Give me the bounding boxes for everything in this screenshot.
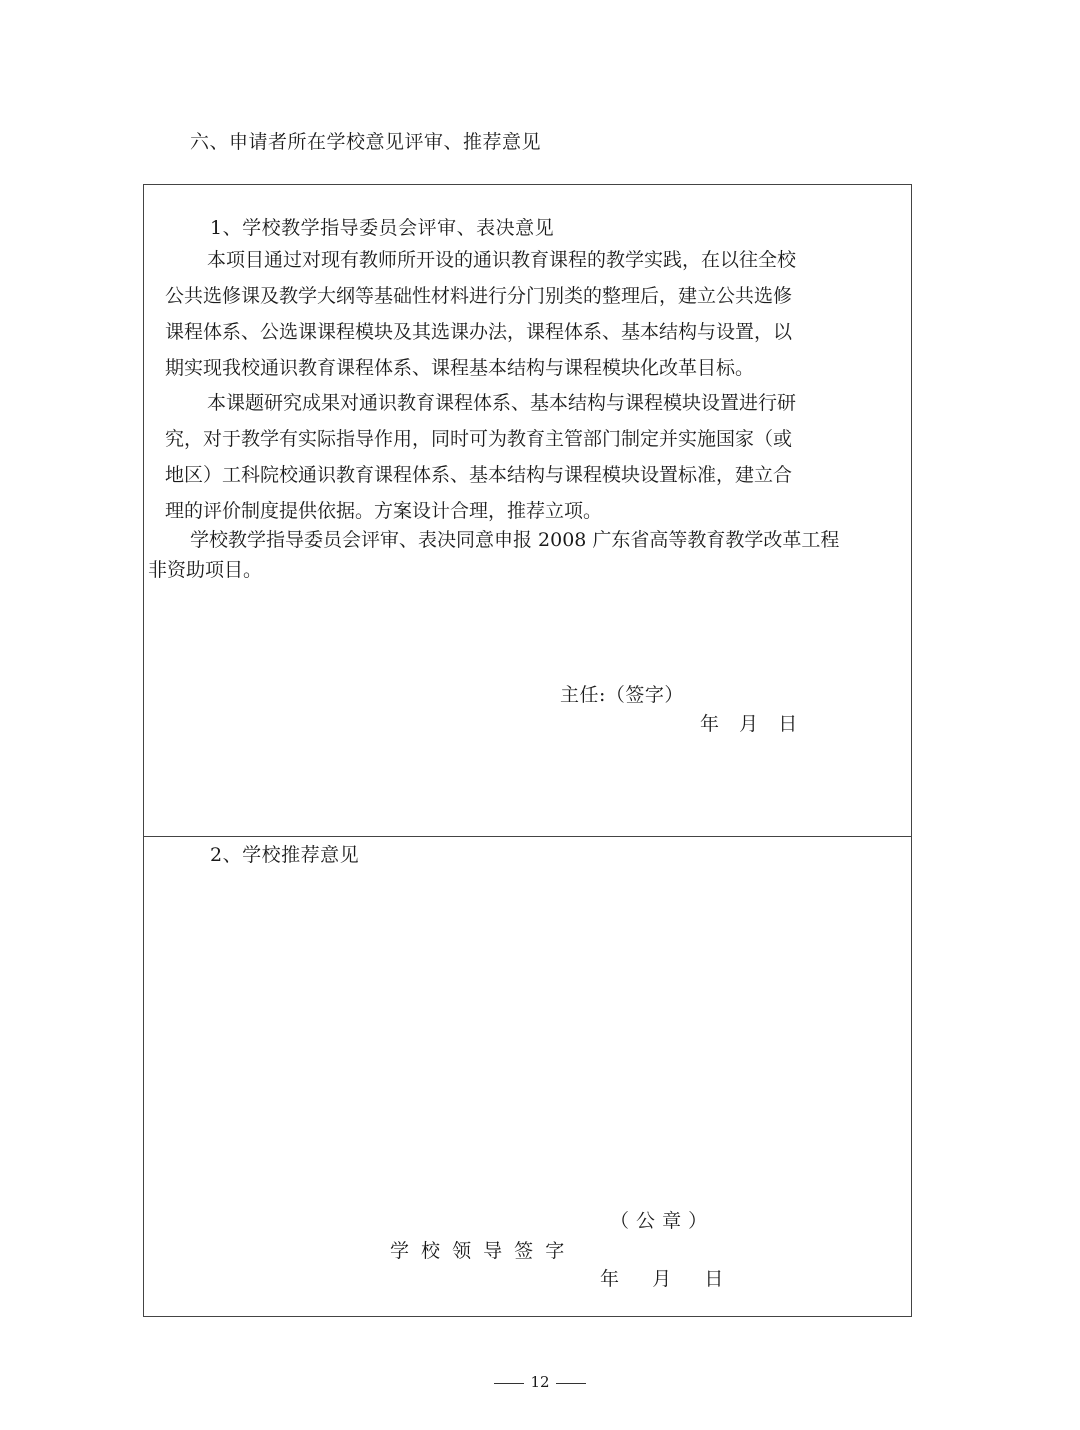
director-signature-label: 主任:（签字） — [560, 684, 684, 706]
official-seal-label: （ 公 章 ） — [610, 1210, 708, 1232]
paragraph-line: 非资助项目。 — [148, 559, 263, 581]
paragraph-line: 学校教学指导委员会评审、表决同意申报 2008 广东省高等教育教学改革工程 — [190, 529, 840, 551]
paragraph-line: 本课题研究成果对通识教育课程体系、基本结构与课程模块设置进行研 — [207, 392, 797, 414]
committee-date-label: 年 月 日 — [700, 713, 798, 735]
paragraph-line: 期实现我校通识教育课程体系、课程基本结构与课程模块化改革目标。 — [165, 357, 755, 379]
page-footer — [0, 1373, 1080, 1391]
school-recommendation-heading: 2、学校推荐意见 — [210, 844, 360, 866]
section-heading: 六、申请者所在学校意见评审、推荐意见 — [190, 131, 542, 153]
paragraph-line: 理的评价制度提供依据。方案设计合理，推荐立项。 — [165, 500, 603, 522]
school-leader-signature-label: 学 校 领 导 签 字 — [390, 1240, 568, 1262]
paragraph-line: 地区）工科院校通识教育课程体系、基本结构与课程模块设置标准，建立合 — [165, 464, 793, 486]
footer-dash-right — [556, 1383, 586, 1384]
recommendation-date-label: 年 月 日 — [600, 1268, 724, 1290]
row-divider — [144, 836, 911, 837]
paragraph-line: 本项目通过对现有教师所开设的通识教育课程的教学实践，在以往全校 — [207, 249, 797, 271]
page-number: 12 — [530, 1373, 550, 1391]
paragraph-line: 究，对于教学有实际指导作用，同时可为教育主管部门制定并实施国家（或 — [165, 428, 793, 450]
footer-dash-left — [494, 1383, 524, 1384]
paragraph-line: 课程体系、公选课课程模块及其选课办法，课程体系、基本结构与设置，以 — [165, 321, 793, 343]
paragraph-line: 公共选修课及教学大纲等基础性材料进行分门别类的整理后，建立公共选修 — [165, 285, 793, 307]
committee-review-heading: 1、学校教学指导委员会评审、表决意见 — [210, 217, 555, 239]
